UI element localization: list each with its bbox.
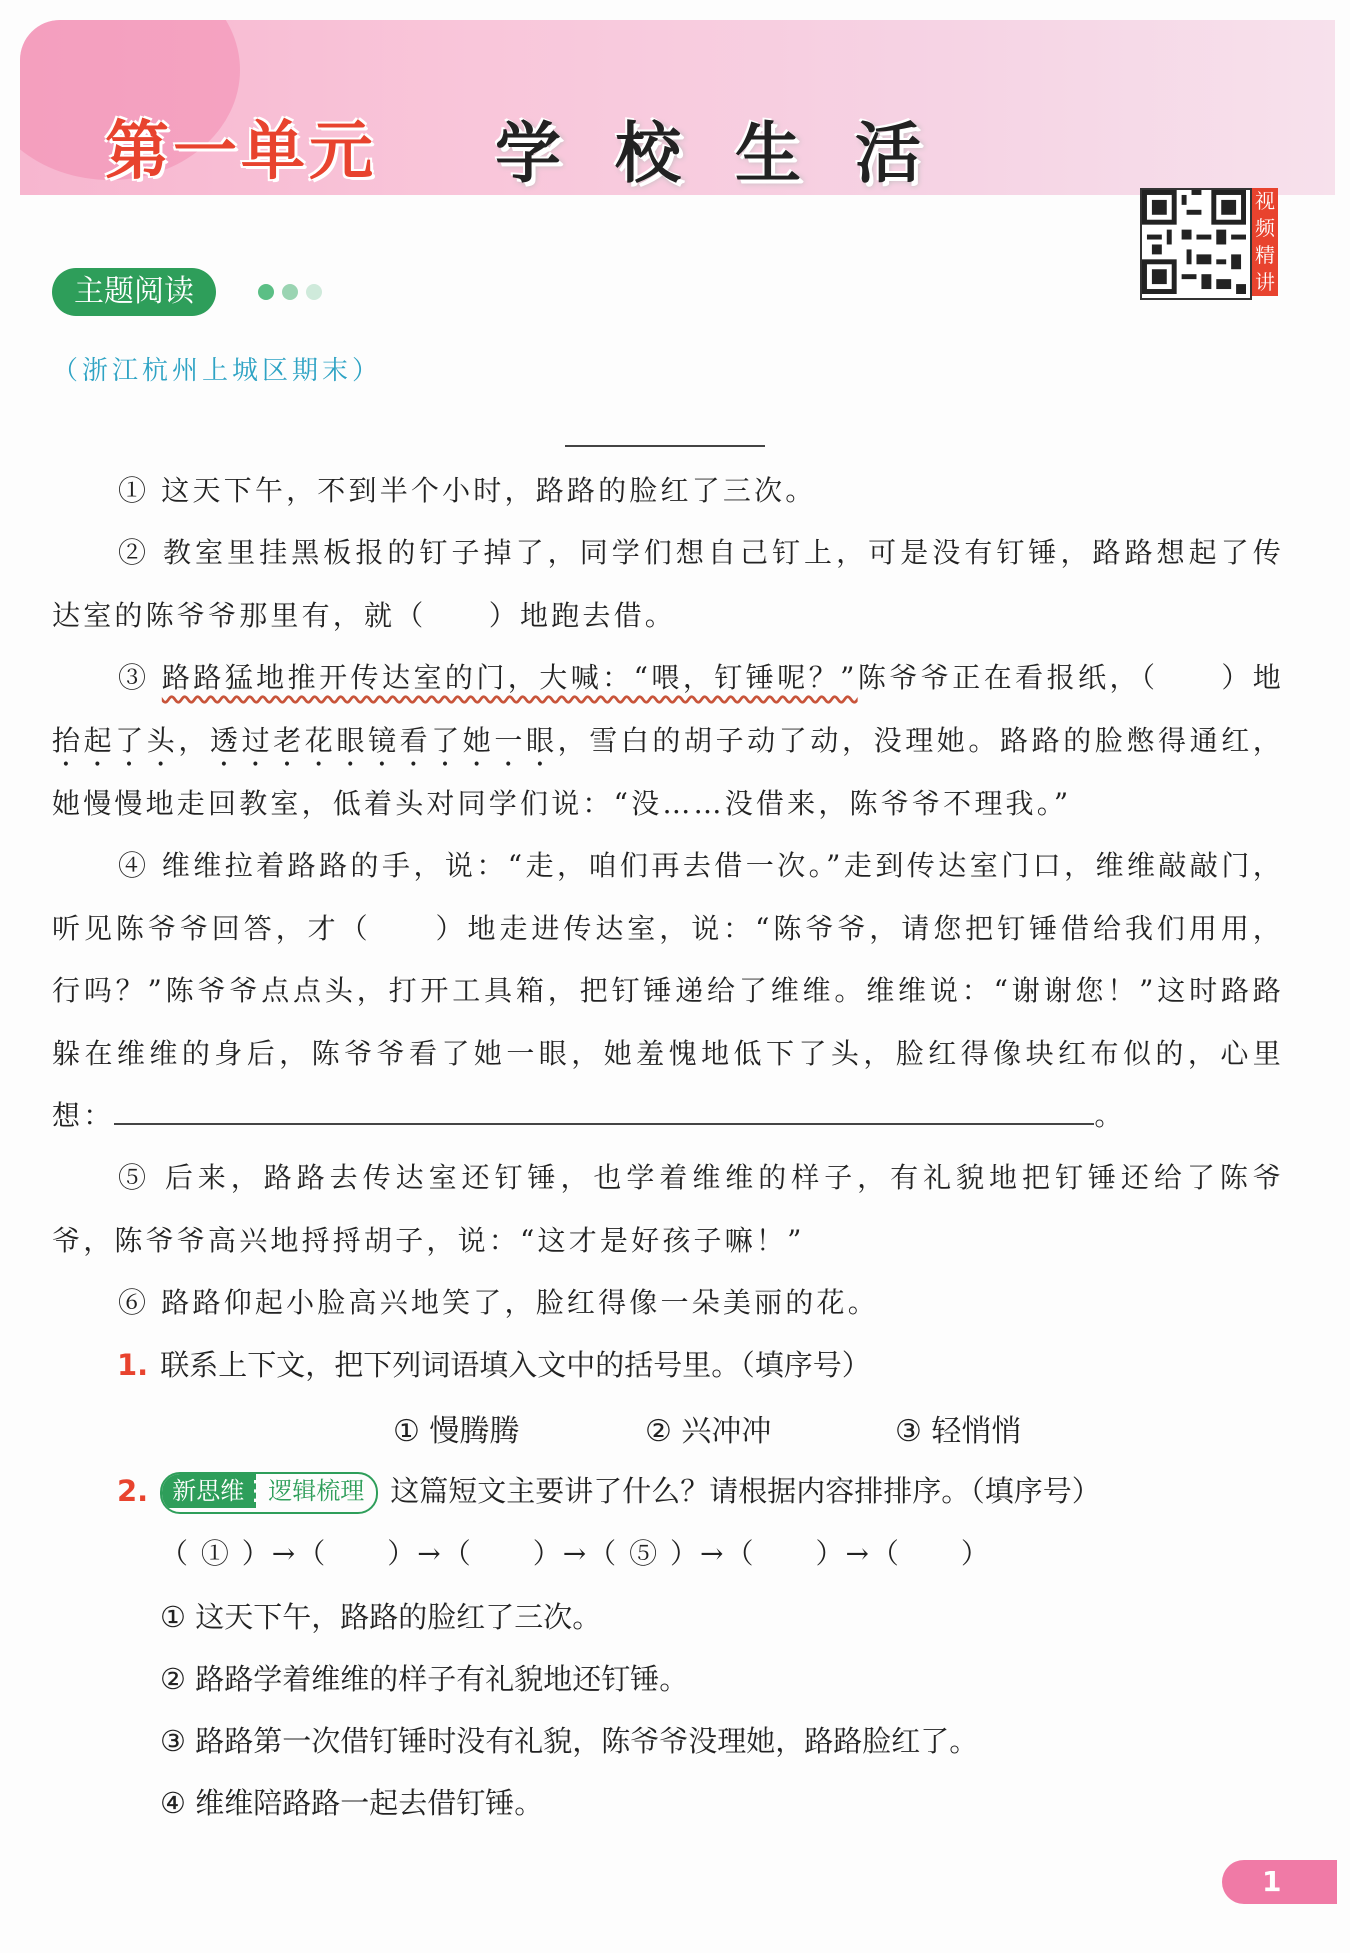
sequence-option-1: ① 这天下午，路路的脸红了三次。	[160, 1600, 602, 1634]
answer-line[interactable]	[114, 1097, 1094, 1125]
paragraph-4-end: 。	[1094, 1099, 1126, 1132]
question-2-text: 这篇短文主要讲了什么？请根据内容排排序。（填序号）	[390, 1474, 1101, 1508]
word-option-3: ③ 轻悄悄	[895, 1414, 1022, 1449]
paragraph-3	[52, 647, 1284, 835]
dotted-emphasis-sentence: 抬起了头，透过老花眼镜看了她一眼	[52, 723, 558, 757]
thinking-badge	[160, 1472, 378, 1514]
unit-theme: 学校生活	[495, 115, 975, 192]
question-1-text: 联系上下文，把下列词语填入文中的括号里。（填序号）	[160, 1348, 871, 1382]
paragraph-3-rest: ，雪白的胡子动了动，没理她。路路的脸憋得通红，她慢慢地走回教室，低着头对同学们说：“没……没借来，陈爷爷不理我。”	[52, 723, 1285, 820]
paragraph-6: ⑥ 路路仰起小脸高兴地笑了，脸红得像一朵美丽的花。	[118, 1286, 879, 1319]
unit-title: 第一单元	[105, 115, 377, 189]
paragraph-4	[52, 835, 1284, 1148]
page-number: 1	[1222, 1860, 1337, 1904]
badge-main: 新思维	[162, 1474, 254, 1508]
question-2	[117, 1460, 1101, 1522]
paragraph-3-prefix: ③	[118, 661, 162, 694]
section-tag: 主题阅读	[52, 268, 216, 316]
word-option-1: ① 慢腾腾	[393, 1414, 520, 1449]
question-1	[117, 1334, 871, 1396]
title-blank[interactable]	[565, 445, 765, 447]
paragraph-3-mid: 陈爷爷正在看报纸，（ ）地	[857, 661, 1284, 694]
source-note: （浙江杭州上城区期末）	[52, 356, 383, 386]
word-option-2: ② 兴冲冲	[645, 1414, 772, 1449]
qr-code-icon[interactable]	[1140, 188, 1252, 300]
sequence-blanks[interactable]: （ ① ）→（ ）→（ ）→（ ⑤ ）→（ ）→（ ）	[160, 1537, 991, 1570]
question-1-number: 1.	[117, 1348, 149, 1382]
paragraph-5: ⑤ 后来，路路去传达室还钉锤，也学着维维的样子，有礼貌地把钉锤还给了陈爷爷，陈爷爷高兴地捋捋胡子，说：“这才是好孩子嘛！”	[52, 1161, 1284, 1257]
decorative-dots	[258, 284, 330, 304]
question-2-number: 2.	[117, 1474, 149, 1508]
sequence-option-4: ④ 维维陪路路一起去借钉锤。	[160, 1786, 544, 1820]
wavy-underlined-sentence: 路路猛地推开传达室的门，大喊：“喂，钉锤呢？”	[161, 661, 858, 694]
sequence-option-2: ② 路路学着维维的样子有礼貌地还钉锤。	[160, 1662, 689, 1696]
paragraph-4-text: ④ 维维拉着路路的手，说：“走，咱们再去借一次。”走到传达室门口，维维敲敲门，听见陈爷爷回答，才（ ）地走进传达室，说：“陈爷爷，请您把钉锤借给我们用用，行吗？”陈爷爷点点头，打开工具箱，把钉锤递给了维维。维维说：“谢谢您！”这时路路躲在维维的身后，陈爷爷看了她一眼，她羞愧地低下了头，脸红得像块红布似的，心里想：	[52, 849, 1284, 1132]
paragraph-1: ① 这天下午，不到半个小时，路路的脸红了三次。	[118, 474, 817, 507]
badge-sub: 逻辑梳理	[254, 1474, 376, 1508]
paragraph-2: ② 教室里挂黑板报的钉子掉了，同学们想自己钉上，可是没有钉锤，路路想起了传达室的陈爷爷那里有，就（ ）地跑去借。	[52, 536, 1284, 632]
qr-code-graphic	[1142, 190, 1246, 294]
qr-label: 视频精讲	[1252, 188, 1278, 296]
sequence-option-3: ③ 路路第一次借钉锤时没有礼貌，陈爷爷没理她，路路脸红了。	[160, 1724, 979, 1758]
